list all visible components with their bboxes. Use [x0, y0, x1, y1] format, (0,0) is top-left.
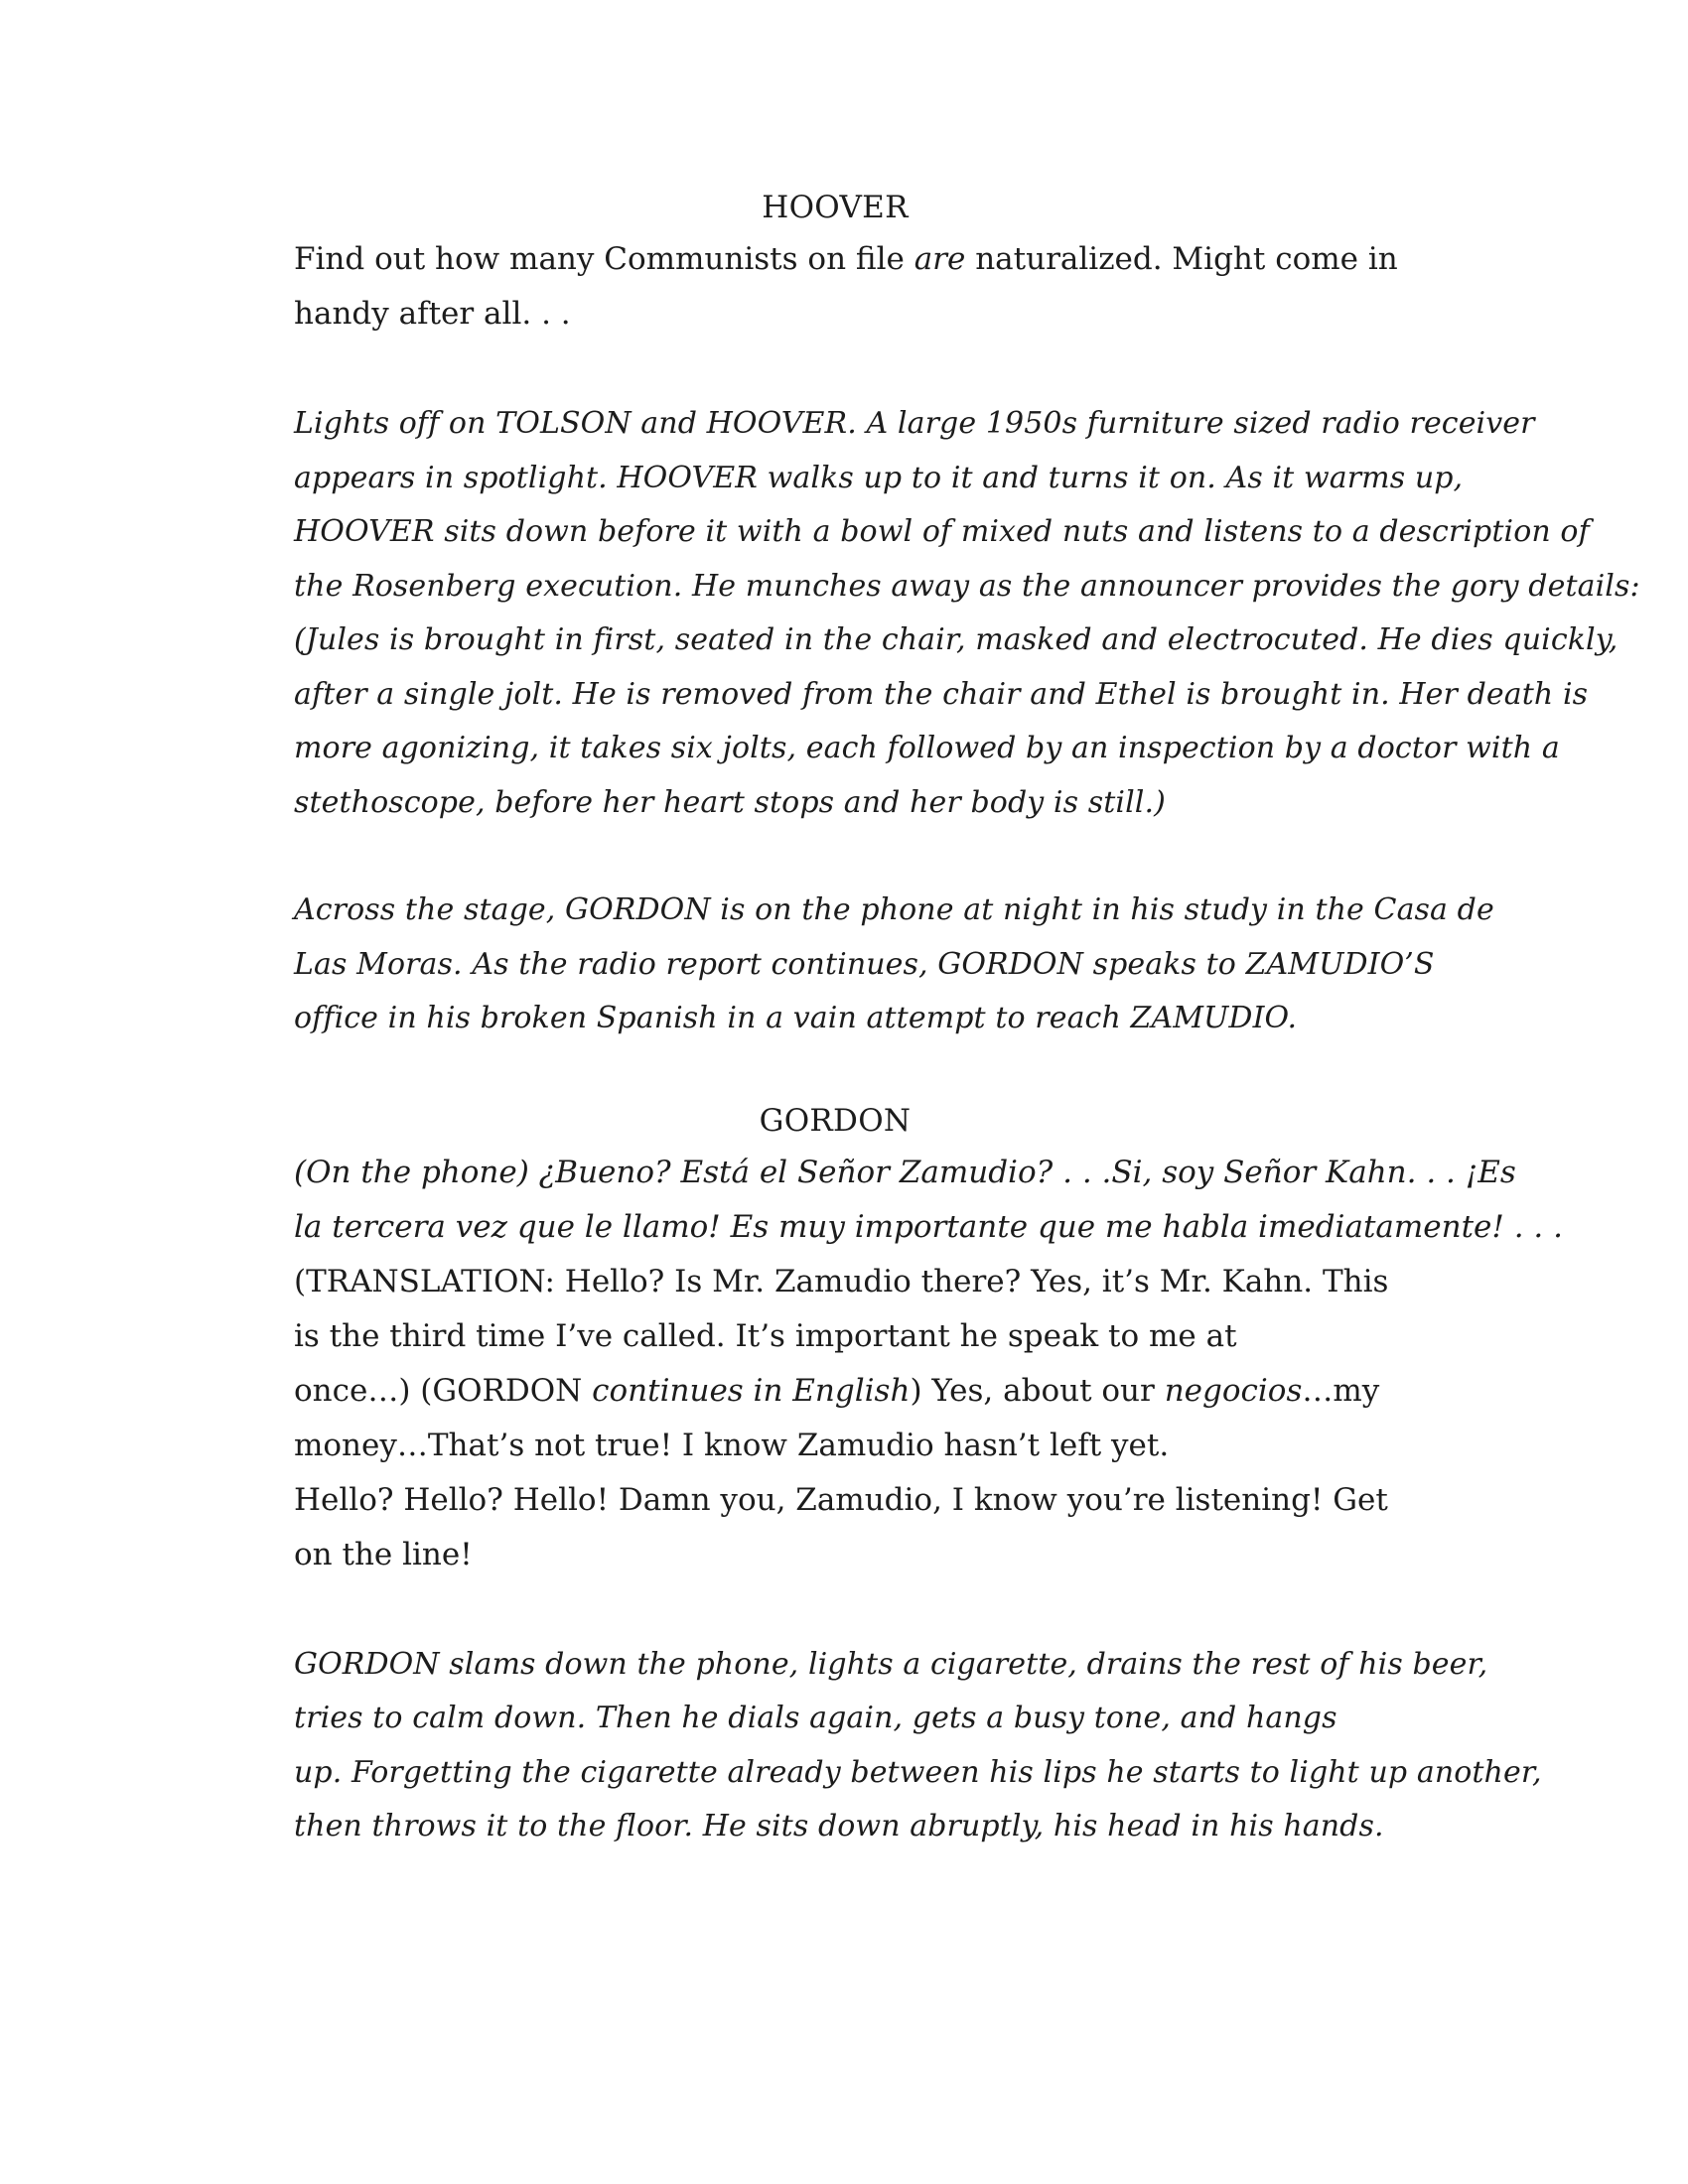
direction-line: up. Forgetting the cigarette already between his lips he starts to light up another, — [294, 1754, 1542, 1790]
direction-line: Lights off on TOLSON and HOOVER. A large 1950s furniture sized radio receiver — [294, 406, 1535, 441]
stage-direction — [294, 397, 1640, 830]
dialogue-block — [294, 232, 1398, 341]
direction-line: then throws it to the floor. He sits down abruptly, his head in his hands. — [294, 1809, 1384, 1843]
dialogue-block — [294, 1146, 1563, 1582]
direction-line: stethoscope, before her heart stops and her body is still.) — [294, 784, 1166, 820]
speaker-name: GORDON — [759, 1102, 912, 1139]
script-content — [294, 189, 1640, 1854]
direction-line: Las Moras. As the radio report continues, GORDON speaks to ZAMUDIO’S — [294, 946, 1435, 982]
direction-line: appears in spotlight. HOOVER walks up to it and turns it on. As it warms up, — [294, 460, 1464, 495]
dialogue-line: money…That’s not true! I know Zamudio hasn’t left yet. — [294, 1427, 1170, 1463]
dialogue-line: Find out how many Communists on file are naturalized. Might come in — [294, 241, 1398, 277]
direction-line: after a single jolt. He is removed from the chair and Ethel is brought in. Her death is — [294, 676, 1589, 712]
direction-line: (Jules is brought in first, seated in the chair, masked and electrocuted. He dies quickly, — [294, 622, 1618, 657]
direction-line: the Rosenberg execution. He munches away as the announcer provides the gory details: — [294, 568, 1640, 604]
dialogue-line: (On the phone) ¿Bueno? Está el Señor Zamudio? . . .Si, soy Señor Kahn. . . ¡Es — [294, 1154, 1516, 1190]
direction-line: GORDON slams down the phone, lights a cigarette, drains the rest of his beer, — [294, 1646, 1488, 1682]
dialogue-line: Hello? Hello? Hello! Damn you, Zamudio, I know you’re listening! Get — [294, 1481, 1388, 1518]
stage-direction — [294, 884, 1494, 1046]
dialogue-line: on the line! — [294, 1536, 473, 1572]
direction-line: tries to calm down. Then he dials again, gets a busy tone, and hangs — [294, 1701, 1337, 1735]
dialogue-line: la tercera vez que le llamo! Es muy importante que me habla imediatamente! . . . — [294, 1208, 1563, 1245]
direction-line: office in his broken Spanish in a vain attempt to reach ZAMUDIO. — [294, 1001, 1298, 1035]
dialogue-line: (TRANSLATION: Hello? Is Mr. Zamudio there? Yes, it’s Mr. Kahn. This — [294, 1263, 1389, 1299]
direction-line: HOOVER sits down before it with a bowl of mixed nuts and listens to a description of — [294, 514, 1590, 549]
direction-line: more agonizing, it takes six jolts, each followed by an inspection by a doctor with a — [294, 731, 1560, 765]
direction-line: Across the stage, GORDON is on the phone at night in his study in the Casa de — [294, 892, 1494, 927]
dialogue-line: handy after all. . . — [294, 296, 571, 332]
stage-direction — [294, 1638, 1542, 1854]
dialogue-line: is the third time I’ve called. It’s important he speak to me at — [294, 1317, 1237, 1354]
speaker-name: HOOVER — [762, 190, 909, 225]
dialogue-line: once…) (GORDON continues in English) Yes, about our negocios…my — [294, 1372, 1380, 1409]
